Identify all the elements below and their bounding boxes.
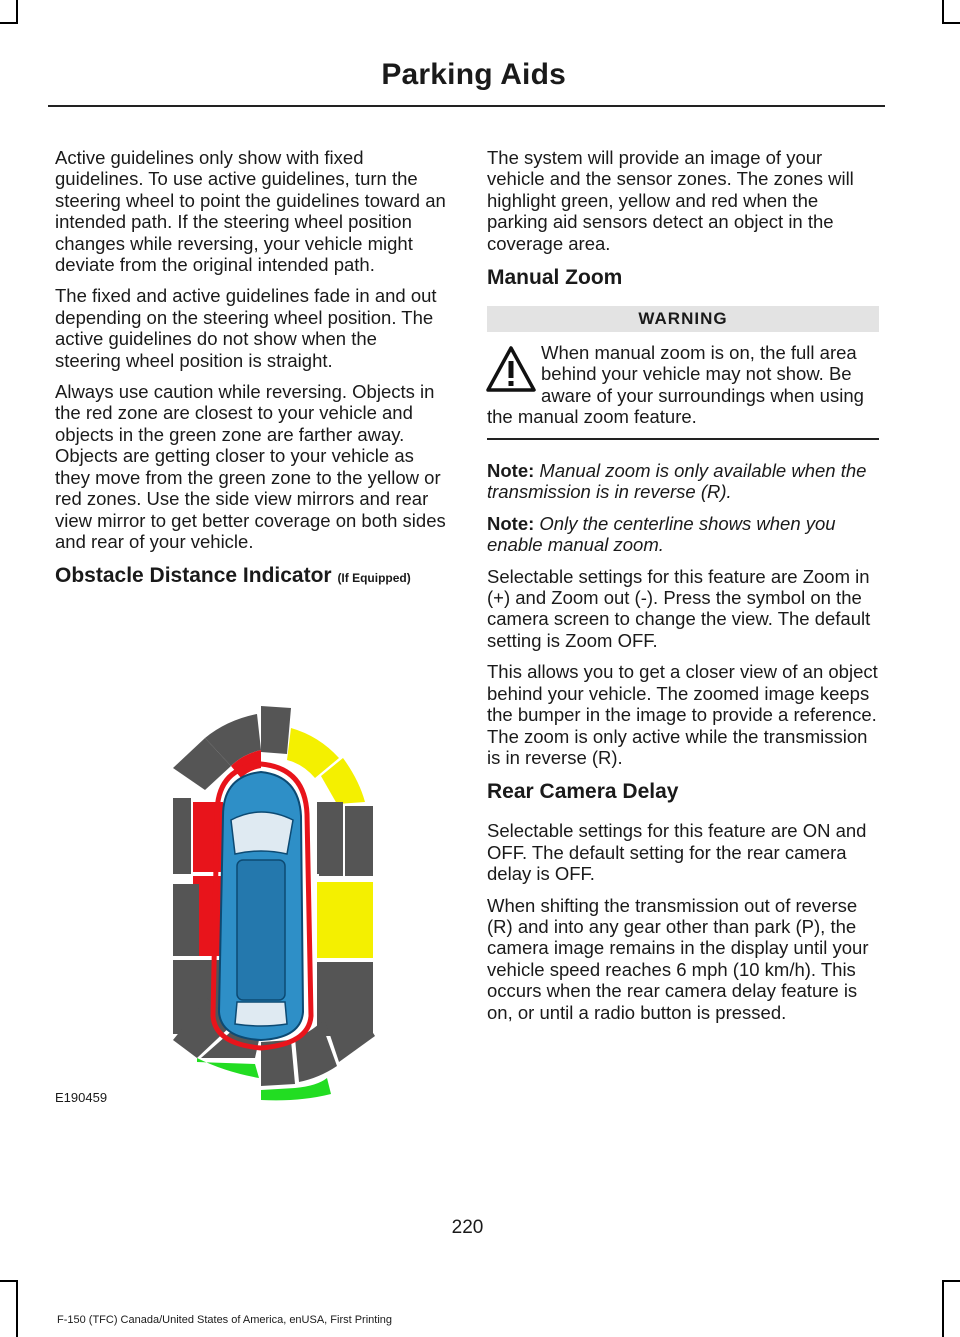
car-rear-window	[235, 1002, 287, 1026]
right-side-yellow-zone	[345, 882, 373, 958]
paragraph: Selectable settings for this feature are ON and OFF. The default setting for the rear camera delay is OFF.	[487, 820, 867, 885]
section-heading-odi	[55, 564, 447, 588]
section-heading-manual-zoom: Manual Zoom	[487, 266, 623, 290]
right-column	[487, 147, 879, 1033]
note-text: Manual zoom is only available when the transmission is in reverse (R).	[487, 460, 867, 503]
warning-text: When manual zoom is on, the full area behind your vehicle may not show. Be aware of your surroundings when using the manual zoom feature.	[487, 342, 864, 428]
heading-suffix: (If Equipped)	[337, 571, 411, 586]
paragraph: When shifting the transmission out of reverse (R) and into any gear other than park (P), the camera image remains in the display until your vehicle speed reaches 6 mph (10 km/h). This occurs when the rear camera delay feature is on, or until a radio button is pressed.	[487, 894, 869, 1023]
left-side-gray-zone	[173, 884, 199, 956]
warning-box	[487, 306, 879, 440]
paragraph: Always use caution while reversing. Objects in the red zone are closest to your vehicle and objects in the green zone are farther away. Objects are getting closer to your vehicle as they move from the green zone to the yellow or red zones. Use the side view mirrors and rear view mirror to get better coverage on both sides and rear of your vehicle.	[55, 381, 446, 552]
page-number: 220	[451, 1217, 484, 1238]
paragraph: Selectable settings for this feature are Zoom in (+) and Zoom out (-). Press the symbol on the camera screen to change the view. The default setting is Zoom OFF.	[487, 565, 871, 651]
right-side-yellow-zone	[317, 882, 345, 958]
warning-label: WARNING	[487, 306, 879, 332]
note-text: Only the centerline shows when you enable manual zoom.	[487, 512, 836, 556]
paragraph: This allows you to get a closer view of an object behind your vehicle. The zoomed image keeps the bumper in the image to provide a reference. The zoom is only active while the transmission is in reverse (R).	[487, 661, 878, 768]
warning-rule	[487, 438, 879, 440]
crop-mark	[942, 22, 960, 24]
note-label: Note:	[487, 512, 535, 534]
crop-mark	[16, 0, 18, 22]
heading-text: Obstacle Distance Indicator	[55, 564, 332, 588]
warning-body	[487, 342, 879, 428]
paragraph: The fixed and active guidelines fade in and out depending on the steering wheel position. The active guidelines do not show when the steering wheel position is straight.	[55, 285, 437, 371]
note-label: Note:	[487, 460, 535, 482]
crop-mark	[0, 22, 18, 24]
crop-mark	[942, 0, 944, 22]
paragraph: Active guidelines only show with fixed guidelines. To use active guidelines, turn the steering wheel to point the guidelines toward an intended path. If the steering wheel position changes while reversing, your vehicle might deviate from the original intended path.	[55, 147, 446, 276]
footer-text: F-150 (TFC) Canada/United States of America, enUSA, First Printing	[57, 1314, 393, 1326]
crop-mark	[942, 1280, 960, 1282]
section-heading-rear-camera-delay: Rear Camera Delay	[487, 780, 679, 804]
car-roof	[237, 860, 285, 1000]
note	[487, 513, 879, 556]
left-side-gray-zone	[173, 798, 191, 874]
header-rule	[48, 105, 885, 107]
right-side-gray-zone	[345, 806, 373, 876]
rear-left-green-zone	[197, 1058, 259, 1078]
right-side-gray-zone	[319, 806, 343, 876]
paragraph: The system will provide an image of your vehicle and the sensor zones. The zones will highlight green, yellow and red when the parking aid sensors detect an object in the coverage area.	[487, 147, 854, 254]
left-column	[55, 147, 447, 604]
warning-triangle-icon	[485, 344, 537, 396]
obstacle-distance-figure	[55, 706, 447, 1106]
front-center-zone	[261, 706, 291, 754]
crop-mark	[942, 1280, 944, 1337]
crop-mark	[16, 1280, 18, 1337]
figure-code: E190459	[55, 1090, 108, 1105]
note	[487, 460, 879, 503]
car-windshield	[231, 812, 293, 854]
crop-mark	[0, 1280, 18, 1282]
page-title: Parking Aids	[381, 58, 566, 91]
